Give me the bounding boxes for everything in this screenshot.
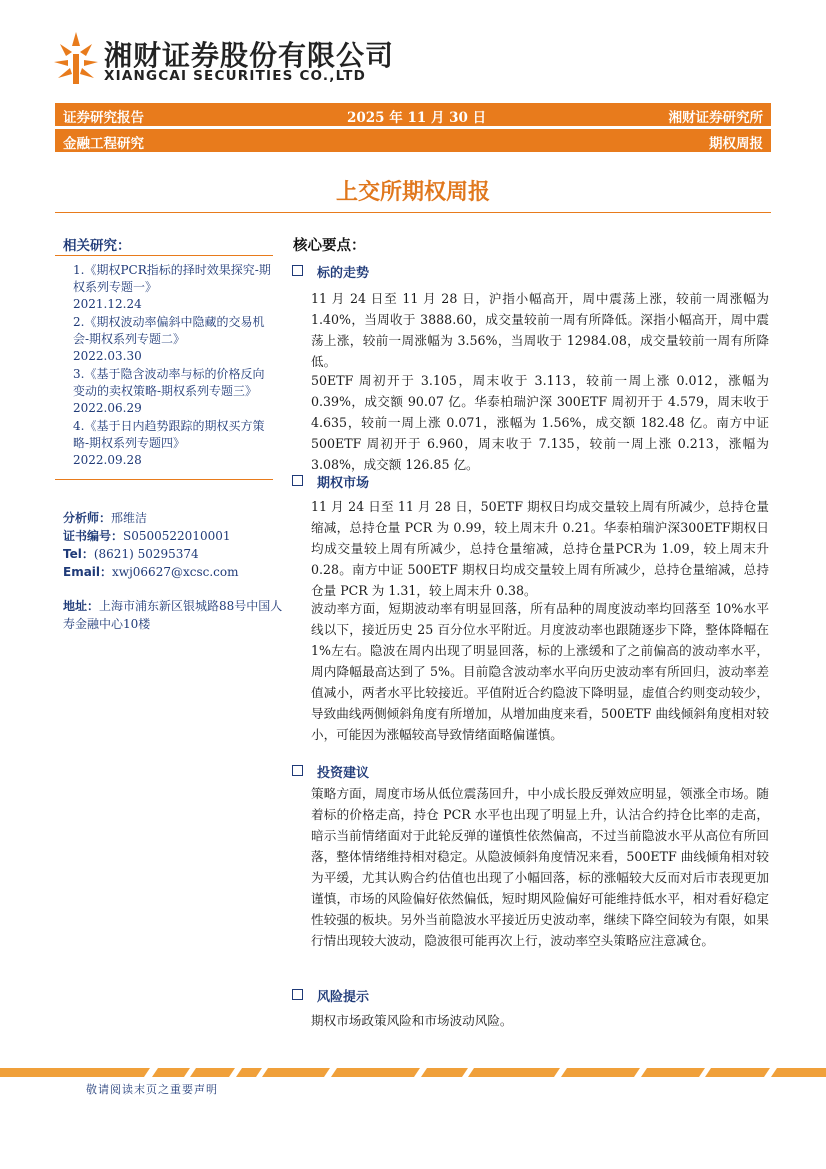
analyst-name-row <box>63 509 147 526</box>
related-item-title: 4.《基于日内趋势跟踪的期权买方策略-期权系列专题四》 <box>73 419 265 450</box>
related-divider-top <box>55 255 273 256</box>
section-heading-investment-advice: 投资建议 <box>292 762 369 781</box>
paragraph: 策略方面，周度市场从低位震荡回升，中小成长股反弹效应明显，领涨全市场。随着标的价格走高，持仓 PCR 水平也出现了明显上升，认沽合约持仓比率的走高，暗示当前情绪面对于此轮反弹的谨慎性依然偏高，不过当前隐波水平从高位有所回落，整体情绪维持相对稳定。从隐波倾斜角度情况来看，500ETF 曲线倾角相对较为平缓，尤其认购合约估值也出现了小幅回落，标的涨幅较大反而对后市表现更加谨慎，市场的风险偏好依然偏低，短时期风险偏好可能维持低水平，相对看好稳定性较强的板块。另外当前隐波水平接近历史波动率，继续下降空间较为有限，如果行情出现较大波动，隐波很可能再次上行，波动率空头策略应注意减仓。 <box>311 786 769 948</box>
company-name-en: XIANGCAI SECURITIES CO.,LTD <box>104 68 366 84</box>
header-band-top <box>55 103 771 126</box>
core-points-heading: 核心要点： <box>293 238 366 254</box>
analyst-tel-row <box>63 545 199 562</box>
footer-stripe-bar <box>0 1068 826 1077</box>
company-logo-icon <box>54 32 98 84</box>
analyst-label: 分析师： <box>63 511 112 525</box>
related-divider-bottom <box>55 479 273 480</box>
checkbox-bullet-icon <box>292 475 303 486</box>
section-heading-risk: 风险提示 <box>292 986 369 1005</box>
report-series: 期权周报 <box>709 136 763 152</box>
analyst-cert-row <box>63 527 231 544</box>
paragraph: 期权市场政策风险和市场波动风险。 <box>311 1013 513 1028</box>
page-title: 上交所期权周报 <box>335 180 490 205</box>
section-heading-underlying: 标的走势 <box>292 262 369 281</box>
header-band-bottom <box>55 129 771 152</box>
related-item[interactable] <box>73 262 273 313</box>
report-type: 证券研究报告 <box>63 110 144 126</box>
checkbox-bullet-icon <box>292 265 303 276</box>
related-research-list <box>73 262 273 470</box>
paragraph: 11 月 24 日至 11 月 28 日，50ETF 期权日均成交量较上周有所减少，总持仓量缩减，总持仓量 PCR 为 0.99，较上周末升 0.21。华泰柏瑞沪深300ETF期权日均成交量较上周有所减少，总持仓量缩减，总持仓量PCR为 1.09，较上周末升 0.28。南方中证 500ETF 期权日均成交量较上周有所减少，总持仓量缩减，总持仓量 PCR 为 1.31，较上周末升 0.38。 <box>311 499 769 598</box>
email-label: Email： <box>63 565 113 579</box>
title-divider <box>55 212 771 213</box>
analyst-email-row <box>63 563 238 580</box>
paragraph: 波动率方面，短期波动率有明显回落，所有品种的周度波动率均回落至 10%水平线以下，接近历史 25 百分位水平附近。月度波动率也跟随逐步下降，整体降幅在 1%左右。隐波在周内出现了明显回落，标的上涨缓和了之前偏高的波动率水平，周内降幅最高达到了 5%。目前隐含波动率水平向历史波动率有所回归，波动率差值减小，两者水平比较接近。平值附近合约隐波下降明显，虚值合约则变动较少，导致曲线两侧倾斜角度有所增加，从增加曲度来看，500ETF 曲线倾斜角度相对较小，可能因为涨幅较高导致情绪面略偏谨慎。 <box>311 601 769 742</box>
analyst-name: 邢维洁 <box>111 511 148 525</box>
address-text: 上海市浦东新区银城路88号中国人寿金融中心10楼 <box>63 599 283 631</box>
tel-number: (8621) 50295374 <box>93 547 199 561</box>
related-item-date: 2022.09.28 <box>73 453 142 467</box>
paragraph: 11 月 24 日至 11 月 28 日，沪指小幅高开，周中震荡上涨，较前一周涨幅为 1.40%，当周收于 3888.60，成交量较前一周有所降低。深指小幅高开，周中震荡上涨，较前一周涨幅为 3.56%，当周收于 12984.08，成交量较前一周有所降低。 <box>311 291 769 369</box>
related-item[interactable] <box>73 314 273 365</box>
section-heading-options-market: 期权市场 <box>292 472 369 491</box>
cert-number: S0500522010001 <box>123 529 231 543</box>
related-item-date: 2022.03.30 <box>73 349 142 363</box>
report-date: 2025 年 11 月 30 日 <box>347 110 487 126</box>
email-link[interactable]: xwj06627@xcsc.com <box>112 565 239 579</box>
related-item-title: 2.《期权波动率偏斜中隐藏的交易机会-期权系列专题二》 <box>73 315 265 346</box>
cert-label: 证书编号： <box>63 529 124 543</box>
checkbox-bullet-icon <box>292 989 303 1000</box>
company-name-cn: 湘财证券股份有限公司 <box>104 39 395 72</box>
related-item-date: 2021.12.24 <box>73 297 142 311</box>
related-item-title: 1.《期权PCR指标的择时效果探究-期权系列专题一》 <box>73 263 271 294</box>
paragraph: 50ETF 周初开于 3.105，周末收于 3.113，较前一周上涨 0.012，涨幅为 0.39%，成交额 90.07 亿。华泰柏瑞沪深 300ETF 周初开于 4.579，周末收于 4.635，较前一周上涨 0.071，涨幅为 1.56%，成交额 182.48 亿。南方中证 500ETF 周初开于 6.960，周末收于 7.135，较前一周上涨 0.213，涨幅为 3.08%，成交额 126.85 亿。 <box>311 373 769 472</box>
related-item-date: 2022.06.29 <box>73 401 142 415</box>
footer-disclaimer: 敬请阅读末页之重要声明 <box>86 1083 218 1096</box>
address-block <box>63 597 283 633</box>
research-category: 金融工程研究 <box>63 136 144 152</box>
tel-label: Tel： <box>63 547 94 561</box>
related-item-title: 3.《基于隐含波动率与标的价格反向变动的卖权策略-期权系列专题三》 <box>73 367 265 398</box>
address-label: 地址： <box>63 599 100 613</box>
institute-name: 湘财证券研究所 <box>668 110 763 126</box>
related-item[interactable] <box>73 366 273 417</box>
related-item[interactable] <box>73 418 273 469</box>
checkbox-bullet-icon <box>292 765 303 776</box>
related-research-heading: 相关研究： <box>63 238 131 254</box>
